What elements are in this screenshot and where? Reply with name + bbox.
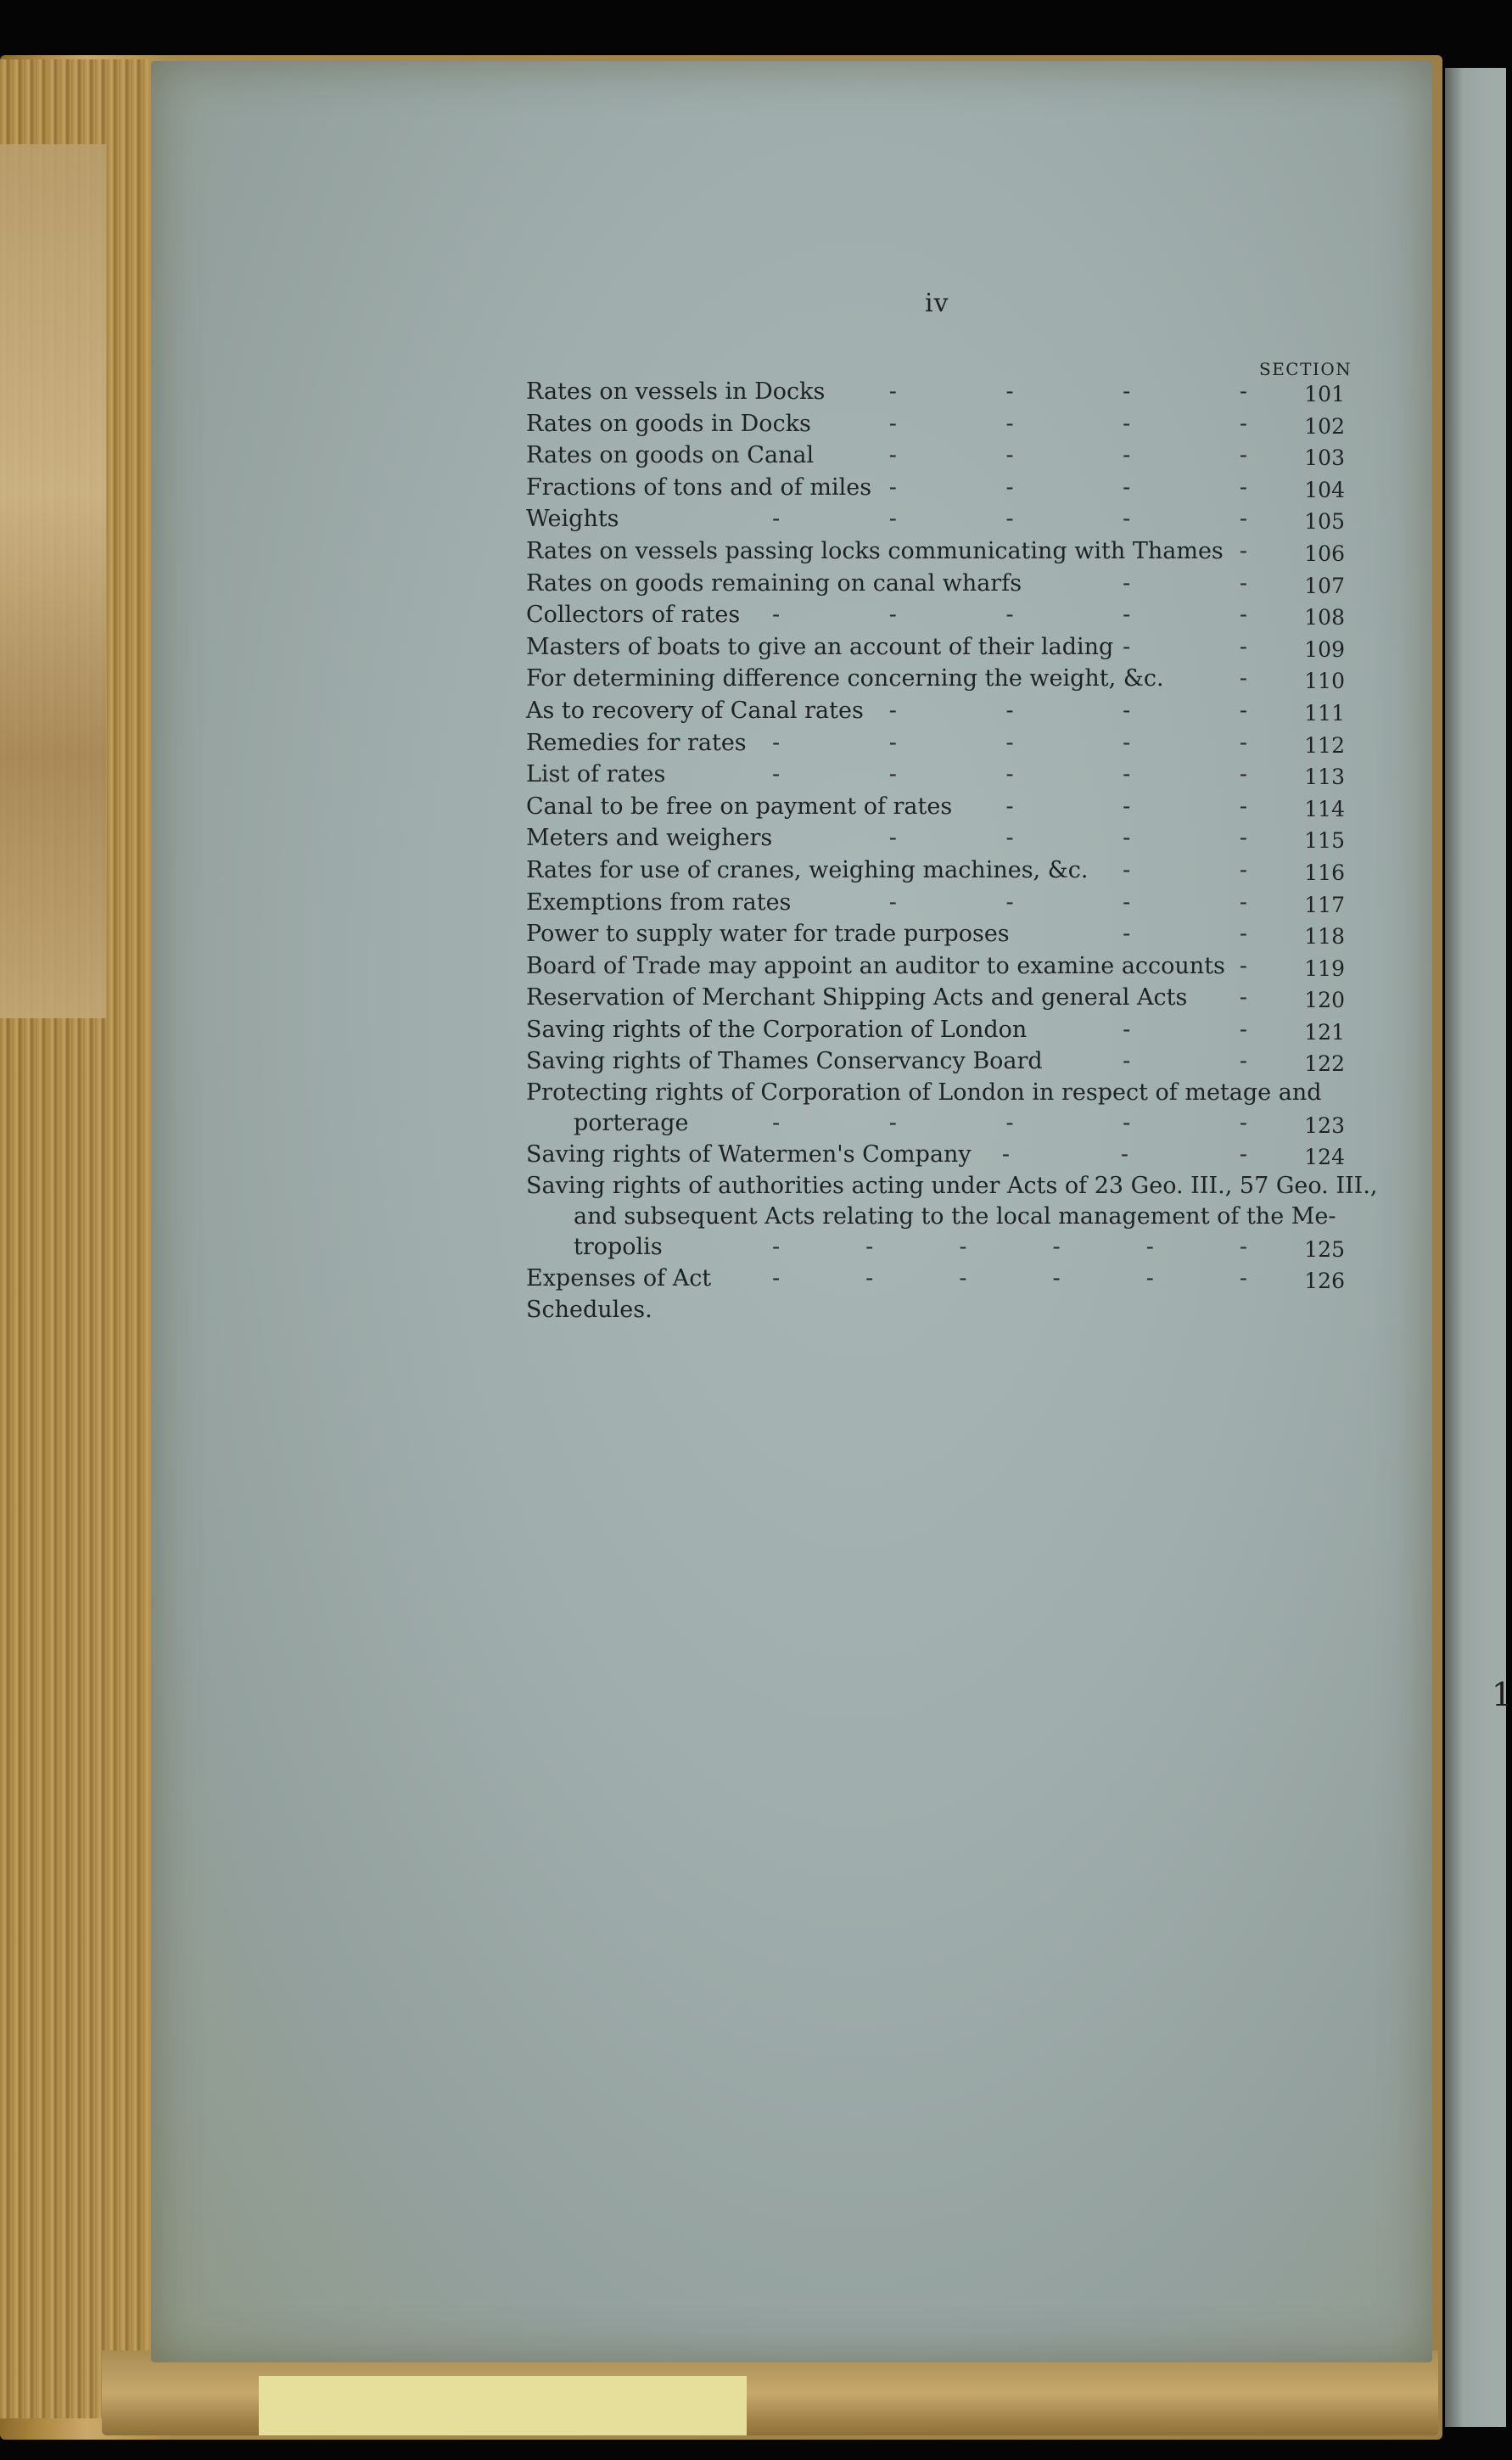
leader-dots: - [1239, 952, 1247, 979]
toc-entry-section: 116 [1304, 860, 1345, 885]
leader-dots: - - - - - [772, 761, 1247, 788]
leader-dots: - - [1123, 1016, 1247, 1043]
leader-dots: - [1239, 984, 1247, 1011]
leader-dots: - - - - - [772, 1110, 1247, 1137]
toc-entry [526, 599, 1345, 631]
toc-entry-title: As to recovery of Canal rates [526, 697, 864, 724]
toc-entry-title: Saving rights of Watermen's Company [526, 1141, 972, 1168]
toc-entry-section: 120 [1304, 988, 1345, 1013]
toc-entry-section: 107 [1304, 573, 1345, 598]
leader-dots: - - - [1005, 793, 1247, 820]
toc-entry [526, 982, 1345, 1014]
toc-entry-title: Fractions of tons and of miles [526, 474, 872, 501]
toc-entry-section: 111 [1304, 700, 1345, 726]
toc-entry [526, 408, 1345, 440]
toc-entry [526, 1014, 1345, 1046]
leader-dots: - - - - [888, 474, 1247, 501]
toc-entry-126 [526, 1263, 1345, 1295]
toc-entry-section: 104 [1304, 477, 1345, 502]
toc-entry-section: 113 [1304, 765, 1345, 790]
toc-entry [526, 759, 1345, 791]
binding-tape [0, 144, 106, 1018]
toc-entry-section: 125 [1304, 1236, 1345, 1262]
toc-entry-title: Board of Trade may appoint an auditor to examine accounts [526, 952, 1225, 979]
leader-dots: - - - - [888, 442, 1247, 469]
toc-entry-title: Remedies for rates [526, 729, 747, 756]
toc-entry-title: Reservation of Merchant Shipping Acts and general Acts [526, 984, 1188, 1011]
toc-entry-title: Rates on goods remaining on canal wharfs [526, 569, 1022, 597]
toc-entry-section: 110 [1304, 669, 1345, 694]
paper-tab [259, 2376, 747, 2435]
toc-entry-section: 124 [1304, 1145, 1345, 1170]
toc-entry-section: 126 [1304, 1268, 1345, 1293]
toc-entry-title: Saving rights of the Corporation of London [526, 1016, 1028, 1043]
toc-entry-title-line: tropolis [574, 1233, 663, 1260]
toc-entry-section: 118 [1304, 924, 1345, 950]
leader-dots: - - - - [888, 888, 1247, 916]
toc-entry-title: Exemptions from rates [526, 888, 792, 916]
leader-dots: - [1239, 665, 1247, 692]
toc-entry-title: Rates for use of cranes, weighing machines, &c. [526, 856, 1089, 883]
leader-dots: - - - - - - [772, 1233, 1247, 1260]
table-of-contents [526, 376, 1378, 1326]
leader-dots: - - - - - [772, 602, 1247, 629]
toc-entry-section: 105 [1304, 509, 1345, 535]
toc-entry-125 [526, 1171, 1378, 1263]
toc-entry [526, 376, 1345, 408]
toc-entry-title: Power to supply water for trade purposes [526, 921, 1010, 948]
toc-entry [526, 472, 1345, 504]
toc-entry [526, 631, 1345, 664]
leader-dots: - - - - [888, 697, 1247, 724]
leader-dots: - - [1123, 856, 1247, 883]
toc-entry-title-line: Protecting rights of Corporation of London in respect of metage and [526, 1079, 1322, 1107]
toc-entry-title: Canal to be free on payment of rates [526, 793, 953, 820]
toc-entry [526, 855, 1345, 887]
toc-entry-title-line: and subsequent Acts relating to the local management of the Me- [574, 1202, 1336, 1230]
toc-entry-123 [526, 1078, 1345, 1139]
toc-entry-section: 117 [1304, 892, 1345, 917]
toc-entry-section: 121 [1304, 1019, 1345, 1045]
toc-entry-title: Expenses of Act [526, 1264, 712, 1292]
toc-entry-title: List of rates [526, 761, 666, 788]
schedules-label: Schedules. [526, 1297, 652, 1324]
toc-entry [526, 918, 1345, 950]
schedules-heading [526, 1294, 1345, 1326]
leader-dots: - - - - - [772, 506, 1247, 533]
toc-entry [526, 568, 1345, 600]
toc-entry-section: 112 [1304, 732, 1345, 758]
toc-entry [526, 695, 1345, 727]
toc-entry [526, 950, 1345, 983]
toc-entry-section: 108 [1304, 605, 1345, 630]
leader-dots: - - - - - - [772, 1264, 1247, 1292]
leader-dots: - - - - [888, 825, 1247, 852]
toc-entry-title: Rates on goods in Docks [526, 410, 811, 437]
section-column-header: SECTION [1259, 359, 1352, 379]
toc-entry-title: Rates on goods on Canal [526, 442, 815, 469]
toc-entry-section: 103 [1304, 445, 1345, 471]
toc-entry-title-line: porterage [574, 1110, 689, 1137]
leader-dots: - [1239, 537, 1247, 564]
toc-entry-section: 102 [1304, 413, 1345, 439]
leader-dots: - - [1123, 1048, 1247, 1075]
toc-entry [526, 791, 1345, 823]
leader-dots: - - - [1001, 1141, 1247, 1168]
toc-entry-124 [526, 1139, 1345, 1171]
toc-entry [526, 822, 1345, 855]
toc-entry [526, 727, 1345, 759]
toc-entry-section: 115 [1304, 828, 1345, 854]
leader-dots: - - - - [888, 410, 1247, 437]
toc-entry-section: 106 [1304, 541, 1345, 566]
toc-entry-section: 119 [1304, 955, 1345, 981]
leader-dots: - - - - - [772, 729, 1247, 756]
toc-entry-section: 122 [1304, 1051, 1345, 1077]
toc-entry-section: 101 [1304, 382, 1345, 406]
toc-entry-title: Rates on vessels in Docks [526, 378, 826, 405]
toc-entry-section: 114 [1304, 796, 1345, 821]
page-number: iv [925, 289, 949, 318]
toc-entry-title: Collectors of rates [526, 602, 741, 629]
toc-entry-title: Meters and weighers [526, 825, 773, 852]
leader-dots: - - - - [888, 378, 1247, 405]
leader-dots: - - [1123, 921, 1247, 948]
leader-dots: - - [1123, 633, 1247, 660]
toc-entry [526, 535, 1345, 568]
leader-dots: - - [1123, 569, 1247, 597]
toc-entry-title-line: Saving rights of authorities acting under Acts of 23 Geo. III., 57 Geo. III., [526, 1172, 1378, 1199]
toc-entry [526, 440, 1345, 472]
toc-entry [526, 1045, 1345, 1078]
toc-entry-title: For determining difference concerning the weight, &c. [526, 665, 1164, 692]
toc-entry-section: 109 [1304, 636, 1345, 662]
facing-page [1445, 68, 1506, 2427]
toc-entry-title: Saving rights of Thames Conservancy Board [526, 1048, 1043, 1075]
toc-entry-title: Rates on vessels passing locks communicating with Thames [526, 537, 1224, 564]
toc-entry-section: 123 [1304, 1113, 1345, 1139]
toc-entry-title: Masters of boats to give an account of their lading [526, 633, 1114, 660]
toc-entry [526, 503, 1345, 535]
toc-entry [526, 663, 1345, 695]
toc-entry-title: Weights [526, 506, 619, 533]
toc-entry [526, 887, 1345, 919]
facing-page-glyph: 1 [1492, 1676, 1512, 1713]
